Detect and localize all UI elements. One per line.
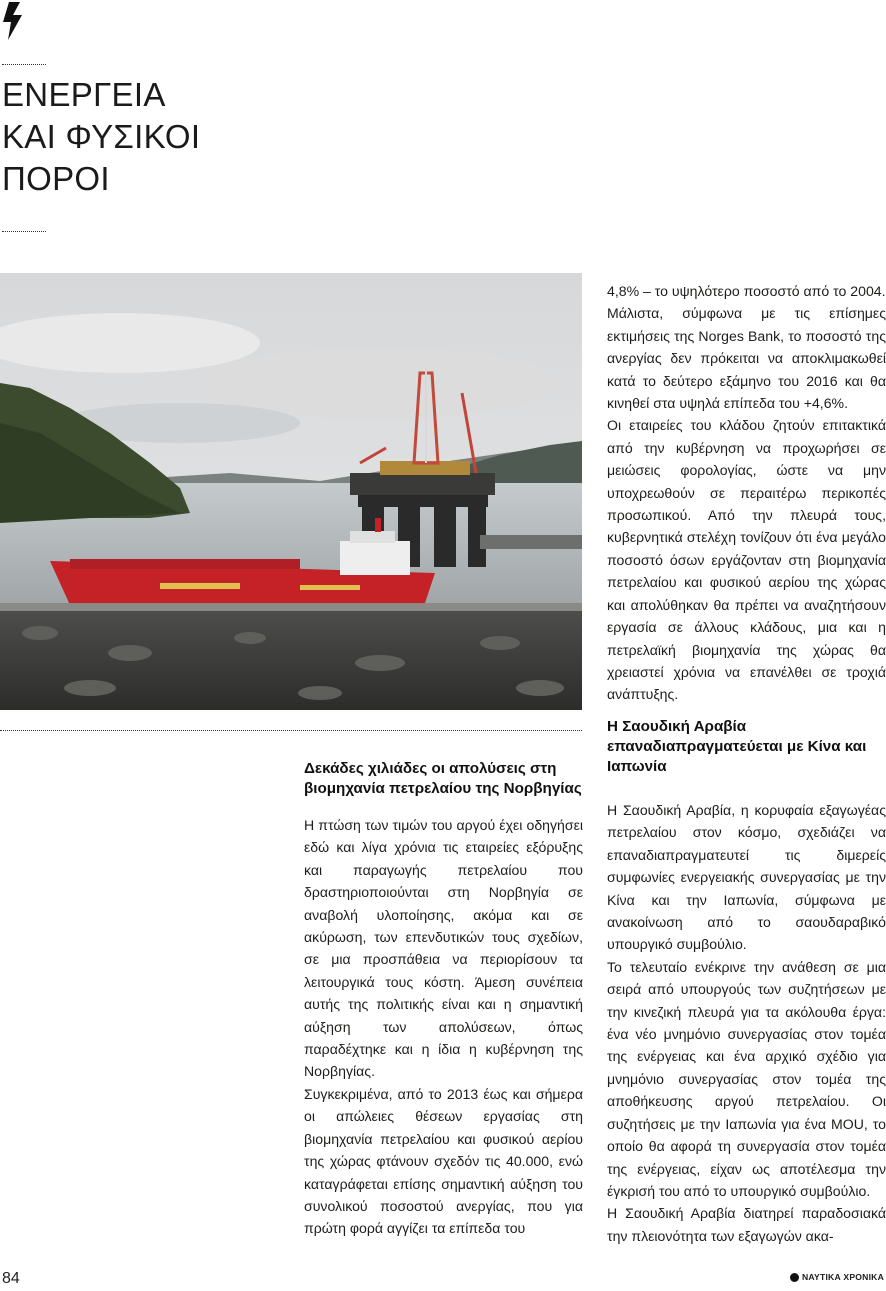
article-left-paragraph: Συγκεκριμένα, από το 2013 έως και σήμερα οι απώλειες θέσεων εργασίας στη βιομηχανία πετρελαίου και φυσικού αερίου της χώρας φτάνουν σχεδόν τις 40.000, ενώ καταγράφεται επίσης σημαντική αύξηση του συνολικού ποσοστού ανεργίας, που για πρώτη φορά αγγίζει τα επίπεδα του <box>304 1085 583 1237</box>
article-left-title: Δεκάδες χιλιάδες οι απολύσεις στη βιομηχανία πετρελαίου της Νορβηγίας <box>304 760 582 797</box>
article-left-paragraph: Η πτώση των τιμών του αργού έχει οδηγήσει εδώ και λίγα χρόνια τις εταιρείες εξόρυξης και παραγωγής πετρελαίου που δραστηριοποιούνται στη Νορβηγία σε αναβολή υλοποίησης, ακόμα και σε ακύρωση, των επενδυτικών τους σχεδίων, σε μια προσπάθεια να περιορίσουν τα λειτουργικά τους κόστη. Άμεση συνέπεια αυτής της πολιτικής είναι και η σημαντική αύξηση των απολύσεων, όπως παραδέχτηκε και η ίδια η κυβέρνηση της Νορβηγίας. <box>304 817 583 1080</box>
article-right-paragraph: Το τελευταίο ενέκρινε την ανάθεση σε μια σειρά από υπουργούς των συζητήσεων με την κινεζική πλευρά για τα ακόλουθα έργα: ένα νέο μνημόνιο συνεργασίας στον τομέα της ενέργειας και ένα αρχικό σχέδιο για μνημόνιο συνεργασίας στον τομέα της αποθήκευσης αργού πετρελαίου. Οι συζητήσεις με την Ιαπωνία για ένα MOU, το οποίο θα αφορά τη συνεργασία στον τομέα της ενέργειας, είχαν ως αποτέλεσμα την έγκρισή του από το υπουργικό συμβούλιο. <box>607 958 886 1199</box>
photo-divider <box>0 730 582 731</box>
article-left-continued-body <box>607 280 886 706</box>
oil-rig-harbor-photo <box>0 273 582 710</box>
article-right-paragraph: Η Σαουδική Αραβία, η κορυφαία εξαγωγέας πετρελαίου στον κόσμο, σχεδιάζει να επαναδιαπραγματευτεί τις διμερείς συμφωνίες ενεργειακής συνεργασίας με την Κίνα και την Ιαπωνία, σύμφωνα με ανακοίνωση από το σαουδαραβικό υπουργικό συμβούλιο. <box>607 802 886 953</box>
article-left-body <box>304 814 583 1240</box>
page-number: 84 <box>2 1270 20 1287</box>
article-right-body <box>607 799 886 1247</box>
header-divider-top <box>2 64 46 65</box>
header-divider-bottom <box>2 231 46 232</box>
article-continued-paragraph: Μάλιστα, σύμφωνα με τις επίσημες εκτιμήσεις της Norges Bank, το ποσοστό της ανεργίας δεν πρόκειται να αποκλιμακωθεί κατά το δεύτερο εξάμηνο του 2016 και θα κινηθεί στα υψηλά επίπεδα του +4,6%. <box>607 305 886 412</box>
brand-name: ΝΑΥΤΙΚΑ ΧΡΟΝΙΚΑ <box>802 1272 884 1282</box>
section-title: ΕΝΕΡΓΕΙΑ ΚΑΙ ΦΥΣΙΚΟΙ ΠΟΡΟΙ <box>2 76 201 197</box>
brand-footer <box>790 1272 884 1282</box>
brand-logo-icon <box>790 1273 799 1282</box>
article-right-title: Η Σαουδική Αραβία επαναδιαπραγματεύεται με Κίνα και Ιαπωνία <box>607 718 867 775</box>
article-right-paragraph: Η Σαουδική Αραβία διατηρεί παραδοσιακά την πλειονότητα των εξαγωγών ακα- <box>607 1205 886 1244</box>
article-continued-paragraph: Οι εταιρείες του κλάδου ζητούν επιτακτικά από την κυβέρνηση να προχωρήσει σε μειώσεις φορολογίας, ώστε να μην υποχρεωθούν σε περαιτέρω περικοπές προσωπικού. Από την πλευρά τους, κυβερνητικά στελέχη τονίζουν ότι ένα μεγάλο ποσοστό όσων εργάζονταν στη βιομηχανία πετρελαίου και φυσικού αερίου της χώρας και απολύθηκαν θα πρέπει να αναζητήσουν εργασία σε άλλους κλάδους, μια και η πετρελαϊκή βιομηχανία της χώρας θα χρειαστεί χρόνια να επανέλθει σε τροχιά ανάπτυξης. <box>607 417 886 703</box>
lightning-bolt-icon <box>2 2 26 40</box>
article-continued-paragraph: 4,8% – το υψηλότερο ποσοστό από το 2004. <box>607 283 886 299</box>
